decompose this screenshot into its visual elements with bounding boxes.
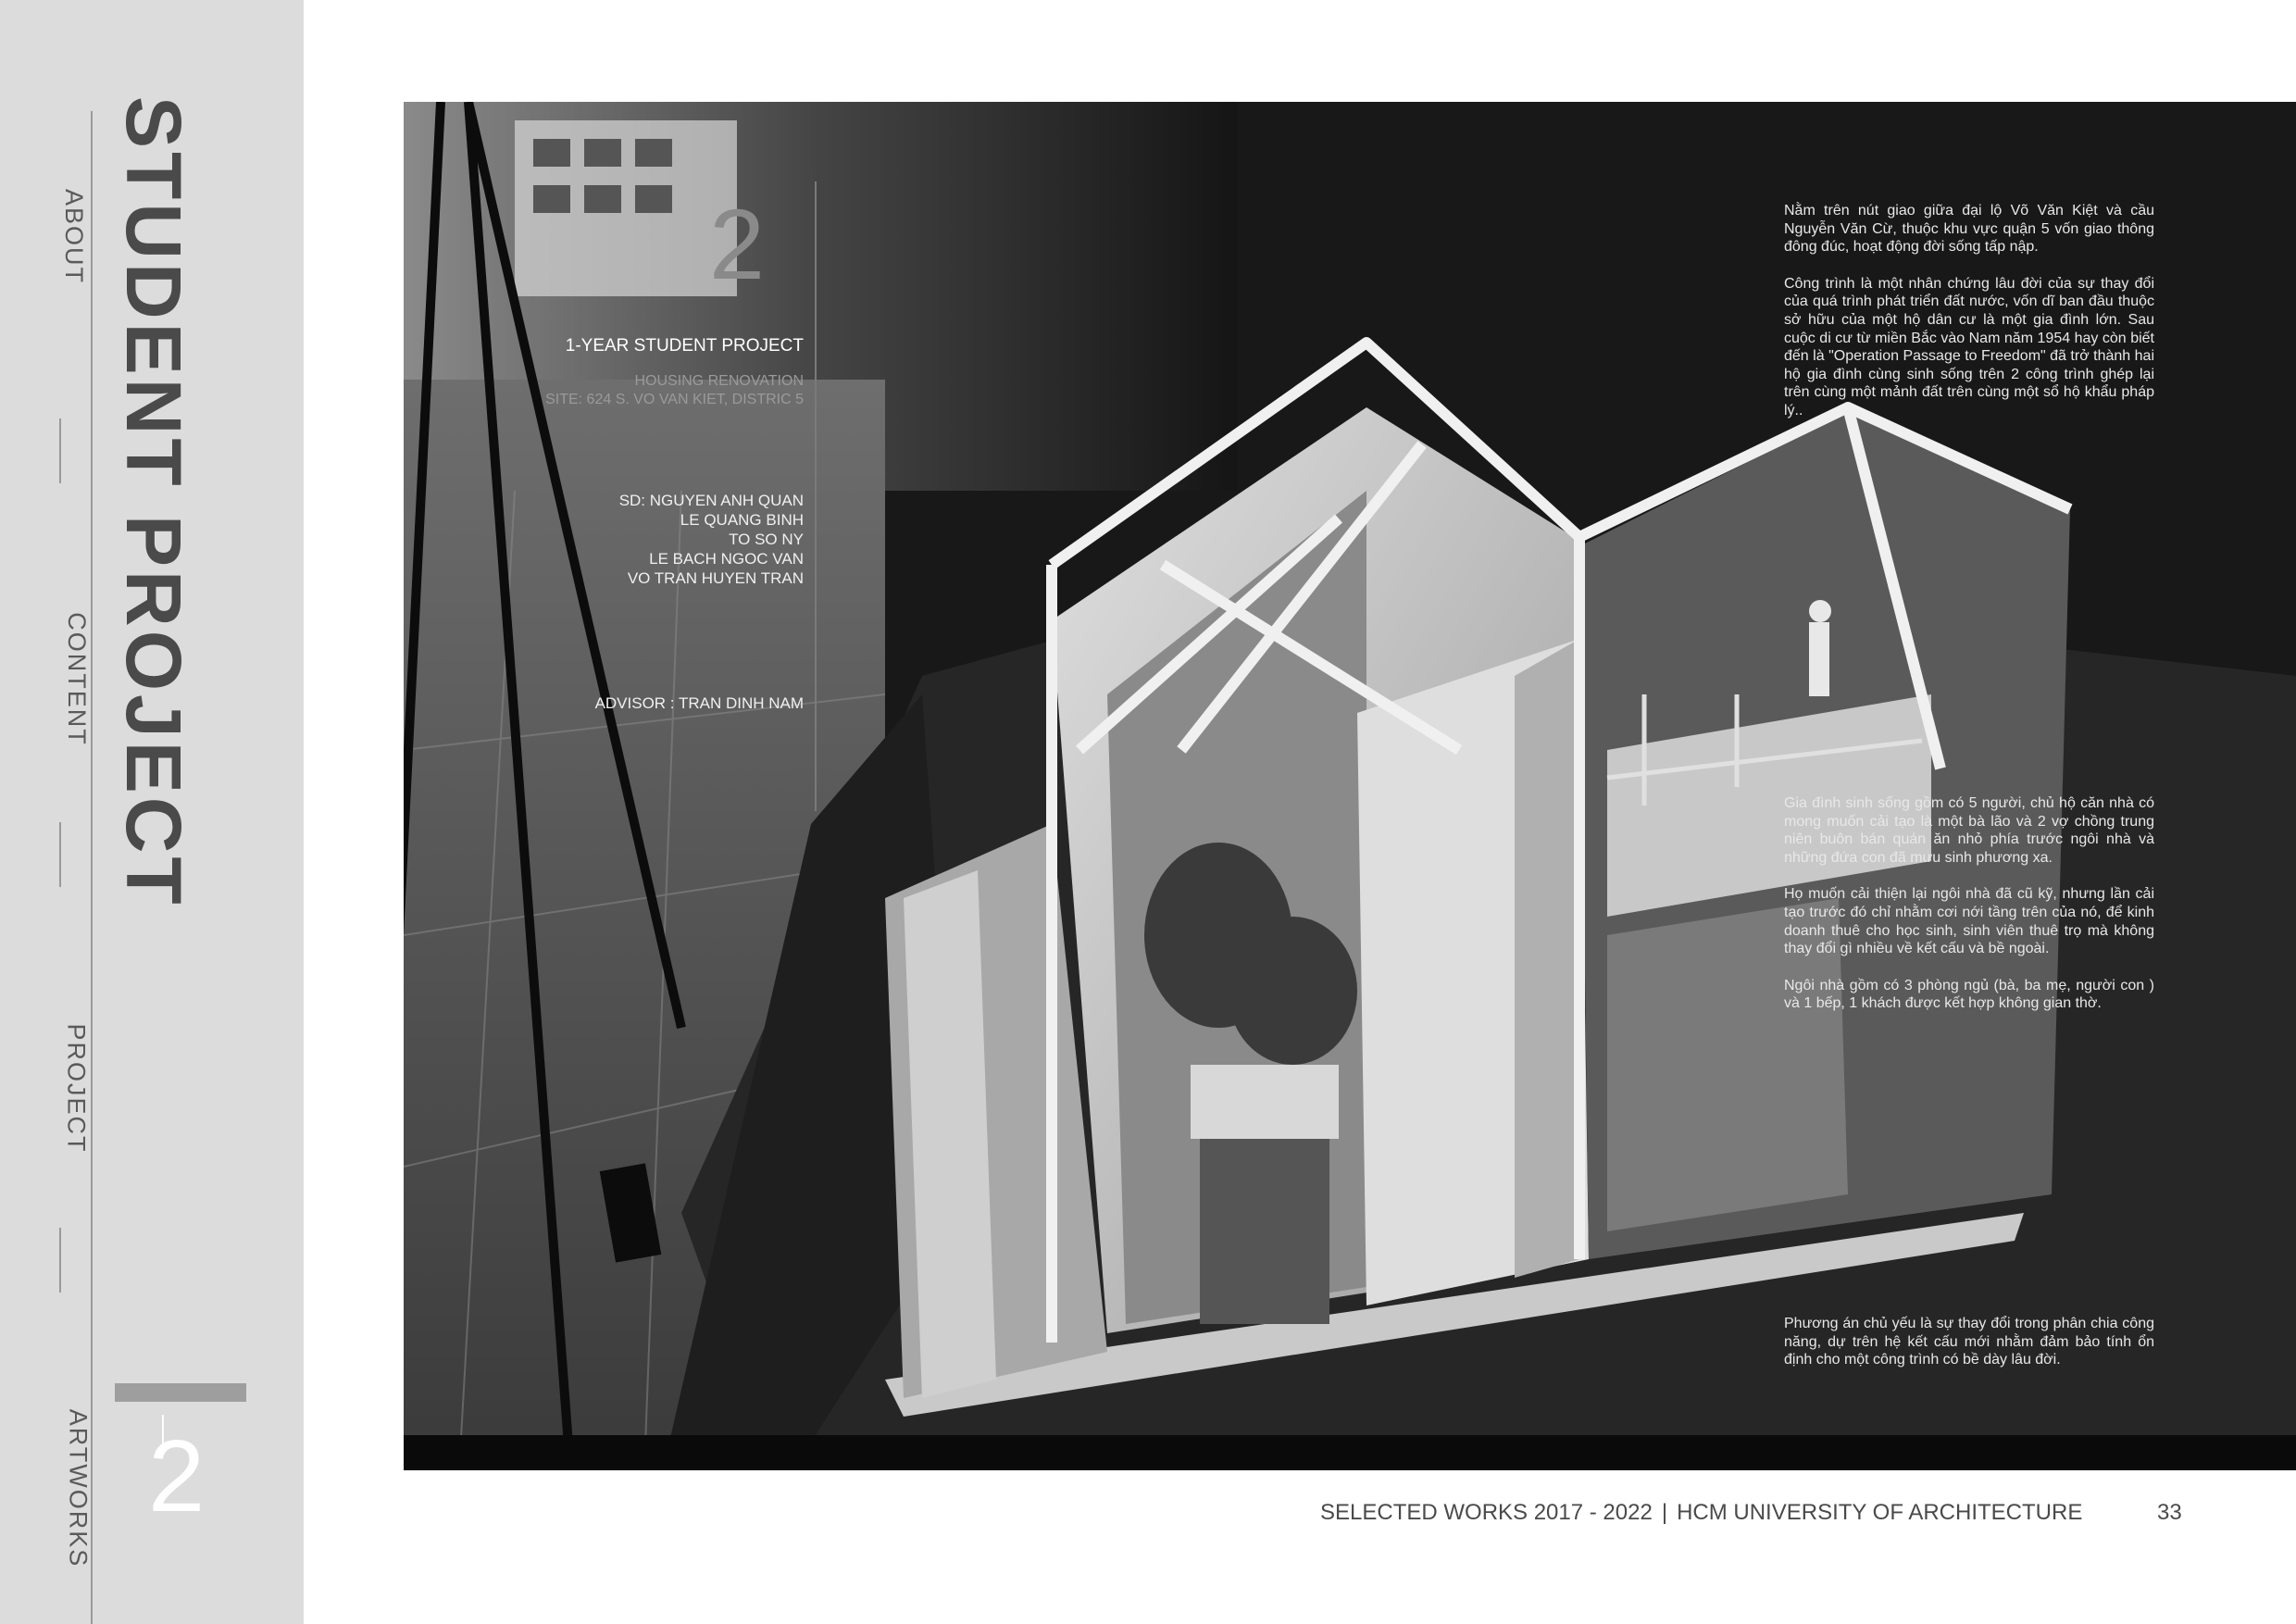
model-photo [404,102,2296,1470]
footer-separator: | [1661,1500,1668,1525]
project-info [545,372,804,409]
description-top [1784,202,2154,439]
footer [1320,1500,2082,1526]
paragraph: Họ muốn cải thiện lại ngôi nhà đã cũ kỹ, nhưng lần cải tạo trước đó chỉ nhằm cơi nới tầng trên của nó, để kinh doanh thuê cho học sinh, sinh viên thuê trọ mà không thay đổi gì nhiều về kết cấu và bề ngoài. [1784,886,2154,957]
paragraph: Phương án chủ yếu là sự thay đổi trong phân chia công năng, dự trên hệ kết cấu mới nhằm đảm bảo tính ổn định cho một công trình có bề dày lâu đời. [1784,1316,2154,1368]
nav-divider [59,418,61,483]
nav-artworks[interactable] [0,1408,157,1568]
description-bottom [1784,1315,2154,1388]
section-number: 2 [148,1419,206,1533]
nav-project-label: PROJECT [62,1023,91,1154]
team-list [619,491,804,588]
team-member: LE BACH NGOC VAN [649,550,804,568]
team-member: SD: NGUYEN ANH QUAN [618,492,804,509]
paragraph: Nằm trên nút giao giữa đại lộ Võ Văn Kiệt và cầu Nguyễn Văn Cừ, thuộc khu vực quận 5 vốn giao thông đông đúc, hoạt động đời sống tấp nập. [1784,203,2154,256]
project-heading: 1-YEAR STUDENT PROJECT [565,336,804,356]
project-number: 2 [709,188,766,300]
nav-content-label: CONTENT [62,612,91,746]
footer-left: SELECTED WORKS 2017 - 2022 [1320,1500,1653,1525]
team-member: TO SO NY [729,531,804,548]
paragraph: Công trình là một nhân chứng lâu đời của sự thay đổi của quá trình phát triển đất nước, vốn dĩ ban đầu thuộc sở hữu của một hộ dân cư là một gia đình lớn. Sau cuộc di cư từ miền Bắc vào Nam năm 1954 hay còn biết đến là "Operation Passage to Freedom" đã trở thành hai hộ gia đình cùng sinh sống trên 2 công trình ghép lại trên cùng một mảnh đất trên cùng một sổ hộ khẩu pháp lý.. [1784,275,2154,418]
nav-artworks-label: ARTWORKS [64,1408,93,1568]
page-number: 33 [2157,1500,2182,1525]
nav-about[interactable] [26,188,121,285]
team-member: LE QUANG BINH [680,511,804,529]
project-site: SITE: 624 S. VO VAN KIET, DISTRIC 5 [545,392,804,407]
nav-about-label: ABOUT [60,188,89,285]
nav-divider [59,822,61,887]
nav-project[interactable] [11,1023,141,1154]
team-member: VO TRAN HUYEN TRAN [627,569,804,587]
description-middle [1784,794,2154,1031]
nav-divider [59,1228,61,1293]
paragraph: Ngôi nhà gồm có 3 phòng ngủ (bà, ba mẹ, người con ) và 1 bếp, 1 khách được kết hợp không gian thờ. [1784,977,2154,1012]
footer-right: HCM UNIVERSITY OF ARCHITECTURE [1677,1500,2083,1525]
sidebar-title-text: STUDENT PROJECT [110,96,197,908]
project-divider [815,181,817,811]
sidebar [0,0,304,1624]
sidebar-divider [91,111,93,1624]
project-advisor: ADVISOR : TRAN DINH NAM [594,694,804,712]
paragraph: Gia đình sinh sống gồm có 5 người, chủ hộ căn nhà có mong muốn cải tạo là một bà lão và 2 vợ chồng trung niên buôn bán quán ăn nhỏ phía trước ngôi nhà và những đứa con đã mưu sinh phương xa. [1784,795,2154,866]
project-subheading: HOUSING RENOVATION [634,373,804,389]
page-indicator-bar [115,1383,246,1402]
